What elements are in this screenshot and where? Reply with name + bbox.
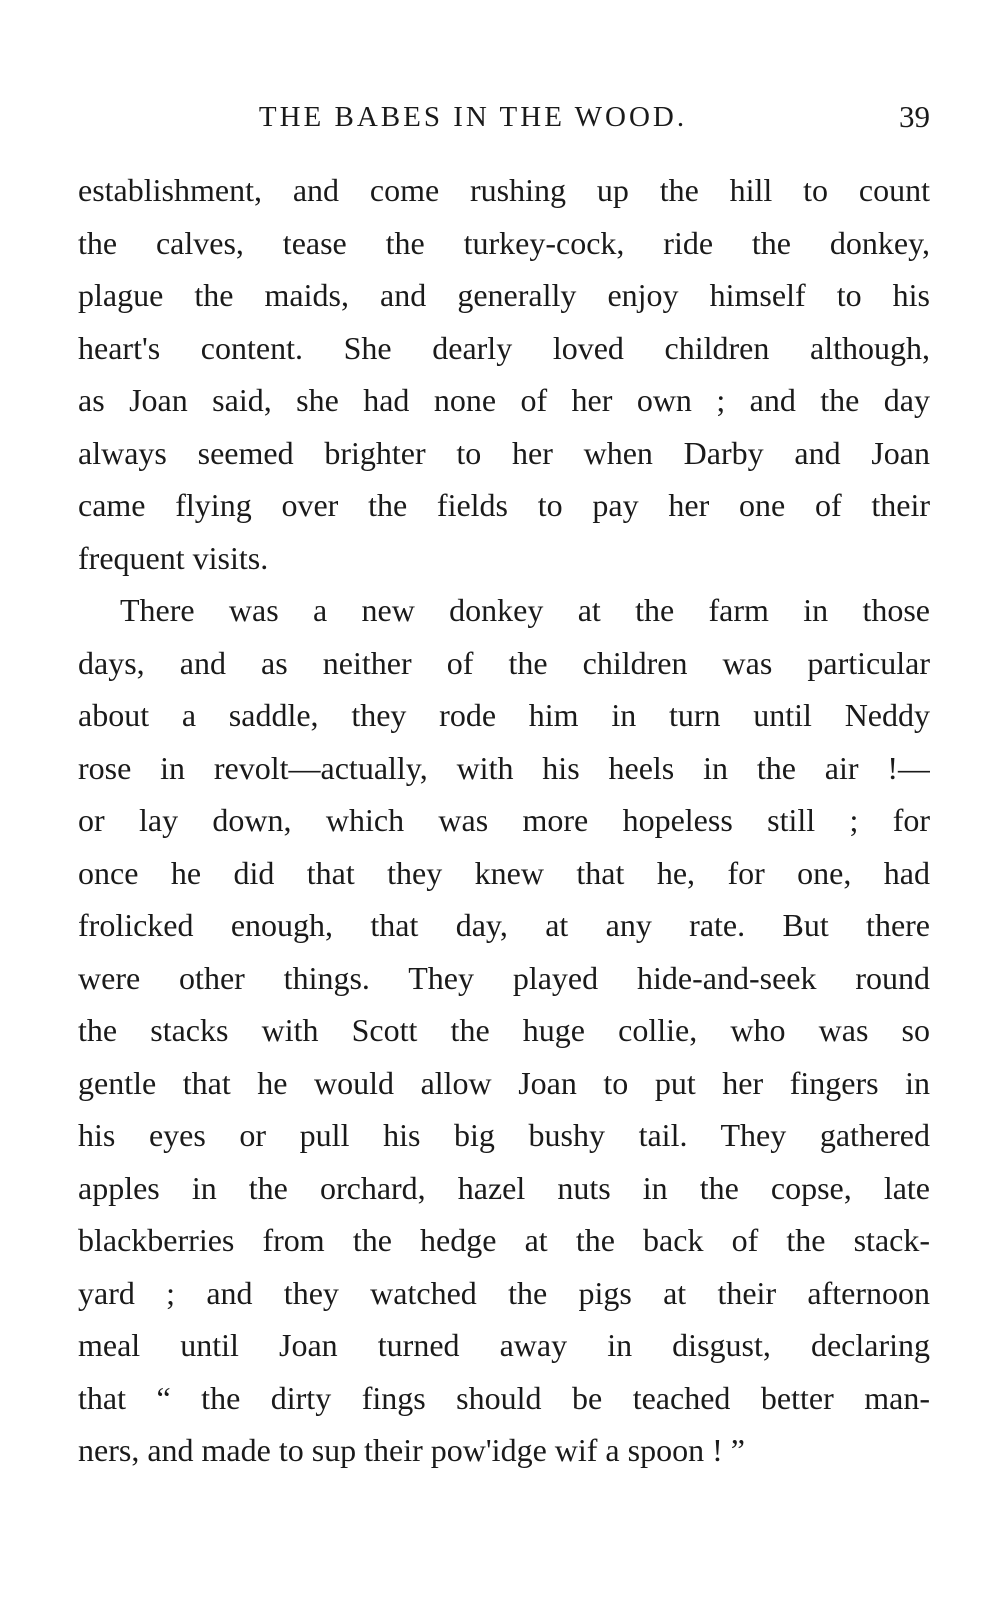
- text-line: meal until Joan turned away in disgust, declaring: [78, 1327, 930, 1363]
- text-line: There was a new donkey at the farm in those: [120, 592, 930, 628]
- text-line: rose in revolt—actually, with his heels in the air !—: [78, 749, 930, 786]
- text-line: plague the maids, and generally enjoy himself to his: [78, 277, 930, 313]
- text-line: or lay down, which was more hopeless still ; for: [78, 802, 930, 838]
- text-line: that “ the dirty fings should be teached better man-: [78, 1379, 930, 1416]
- text-line: yard ; and they watched the pigs at their afternoon: [78, 1274, 930, 1311]
- text-line: days, and as neither of the children was particular: [78, 644, 930, 681]
- text-line: ners, and made to sup their pow'idge wif a spoon ! ”: [78, 1432, 745, 1468]
- text-line: came flying over the fields to pay her one of their: [78, 487, 930, 523]
- running-title: THE BABES IN THE WOOD.: [258, 101, 688, 133]
- text-line: once he did that they knew that he, for one, had: [78, 854, 930, 891]
- text-line: apples in the orchard, hazel nuts in the copse, late: [78, 1169, 930, 1206]
- text-line: heart's content. She dearly loved children although,: [78, 329, 930, 366]
- running-head: [78, 92, 930, 142]
- page-number: 39: [899, 99, 930, 134]
- text-line: as Joan said, she had none of her own ; and the day: [78, 382, 930, 418]
- text-line: always seemed brighter to her when Darby and Joan: [78, 434, 930, 471]
- text-line: the calves, tease the turkey-cock, ride the donkey,: [78, 224, 930, 261]
- text-line: the stacks with Scott the huge collie, who was so: [78, 1012, 930, 1048]
- text-line: frequent visits.: [78, 539, 269, 576]
- text-line: blackberries from the hedge at the back of the stack-: [78, 1222, 930, 1258]
- text-line: his eyes or pull his big bushy tail. They gathered: [78, 1117, 930, 1153]
- text-line: establishment, and come rushing up the hill to count: [78, 172, 930, 208]
- text-line: were other things. They played hide-and-seek round: [78, 959, 930, 996]
- body-text: [78, 164, 930, 1477]
- text-line: about a saddle, they rode him in turn until Neddy: [78, 697, 930, 733]
- text-line: gentle that he would allow Joan to put her fingers in: [78, 1064, 930, 1101]
- text-line: frolicked enough, that day, at any rate. But there: [78, 907, 930, 943]
